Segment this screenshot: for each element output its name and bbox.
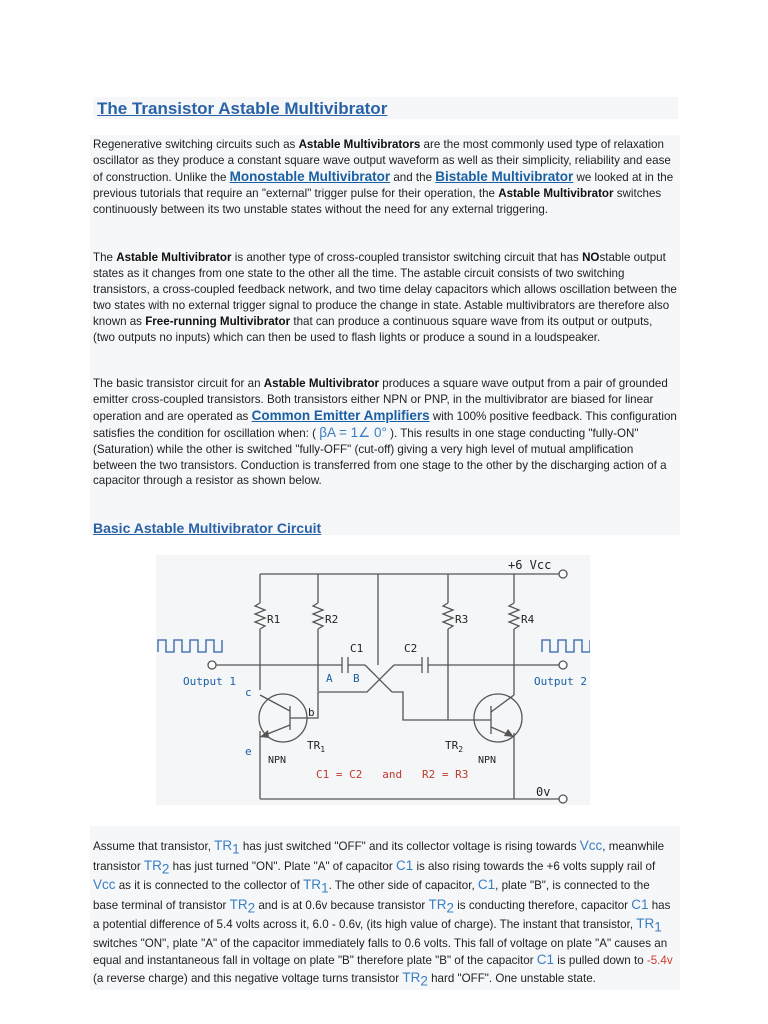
output2-label: Output 2 — [534, 675, 587, 688]
bistable-link[interactable]: Bistable Multivibrator — [435, 168, 574, 184]
c1-label: C1 — [350, 642, 364, 655]
circuit-diagram — [156, 555, 590, 805]
tr1-label: $TR_1$ — [307, 739, 326, 754]
base-label: b — [308, 706, 315, 719]
circuit-svg — [156, 555, 590, 805]
page-title: The Transistor Astable Multivibrator — [97, 99, 388, 118]
paragraph-3: The basic transistor circuit for an Astable Multivibrator produces a square wave output from a pair of grounded emitter cross-coupled transistors. Both transistors either NPN or PNP, in the multivibrator are biased for linear operation and are operated as Common Emitter Amplifiers with 100% positive feedback. This configuration satisfies the condition for oscillation when: ( βA = 1∠ 0° ). This results in one stage conducting "fully-ON" (Saturation) while the other is switched "fully-OFF" (cut-off) giving a very high level of mutual amplification between the two transistors. Conduction is transferred from one stage to the other by the discharging action of a capacitor through a resistor as shown below. — [93, 377, 677, 488]
emitter-label: e — [245, 745, 252, 758]
tr2-label: $TR_2$ — [445, 739, 464, 754]
plate-b-label: B — [353, 672, 360, 685]
plate-a-label: A — [326, 672, 333, 685]
tr1-emitter-arrow — [260, 730, 269, 738]
gnd-label: 0v — [536, 785, 551, 799]
r1-label: R1 — [267, 613, 281, 626]
paragraph-1: Regenerative switching circuits such as Astable Multivibrators are the most commonly used type of relaxation oscillator as they produce a constant square wave output waveform as well as their simplicity, reliability and ease of construction. Unlike the Monostable Multivibrator and the Bistable Multivibrator we looked at in the previous tutorials that require an "external" trigger pulse for their operation, the Astable Multivibrator switches continuously between its two unstable states without the need for any external triggering. — [93, 138, 674, 216]
npn2-label: NPN — [478, 755, 497, 766]
output1-label: Output 1 — [183, 675, 236, 688]
npn1-label: NPN — [268, 755, 287, 766]
section-heading: Basic Astable Multivibrator Circuit — [93, 520, 322, 536]
output1-terminal — [208, 661, 216, 669]
c2-label: C2 — [404, 642, 418, 655]
vcc-terminal — [559, 570, 567, 578]
collector-label: c — [245, 686, 252, 699]
gnd-terminal — [559, 795, 567, 803]
output2-terminal — [559, 661, 567, 669]
vcc-label: +6 Vcc — [508, 558, 552, 572]
r2-label: R2 — [325, 613, 339, 626]
monostable-link[interactable]: Monostable Multivibrator — [229, 168, 391, 184]
oscillation-formula: βA = 1∠ 0° — [319, 424, 387, 440]
paragraph-4: Assume that transistor, $TR_1$ has just switched "OFF" and its collector voltage is rising towards Vcc, meanwhile transistor $TR_2$ has just turned "ON". Plate "A" of capacitor C1 is also rising towards the +6 volts supply rail of Vcc as it is connected to the collector of $TR_1$. The other side of capacitor, C1, plate "B", is connected to the base terminal of transistor $TR_2$ and is at 0.6v because transistor $TR_2$ is conducting therefore, capacitor C1 has a potential difference of 5.4 volts across it, 6.0 - 0.6v, (its high value of charge). The instant that transistor, $TR_1$ switches "ON", plate "A" of the capacitor immediately falls to 0.6 volts. This fall of voltage on plate "A" causes an equal and instantaneous fall in voltage on plate "B" therefore plate "B" of the capacitor C1 is pulled down to -5.4v (a reverse charge) and this negative voltage turns transistor $TR_2$ hard "OFF". One unstable state. — [93, 838, 673, 988]
common-emitter-link[interactable]: Common Emitter Amplifiers — [251, 407, 430, 423]
paragraph-2: The Astable Multivibrator is another type of cross-coupled transistor switching circuit that has NOstable output states as it changes from one state to the other all the time. The astable circuit consists of two switching transistors, a cross-coupled feedback network, and two time delay capacitors which allows oscillation between the two states with no external trigger signal to produce the change in state. Astable multivibrators are therefore also known as Free-running Multivibrator that can produce a continuous square wave from its output or outputs, (two outputs no inputs) which can then be used to flash lights or produce a sound in a loudspeaker. — [93, 251, 677, 344]
r3-label: R3 — [455, 613, 469, 626]
negative-voltage: -5.4v — [646, 954, 673, 968]
diagram-caption: C1 = C2 and R2 = R3 — [316, 768, 469, 781]
r4-label: R4 — [521, 613, 535, 626]
